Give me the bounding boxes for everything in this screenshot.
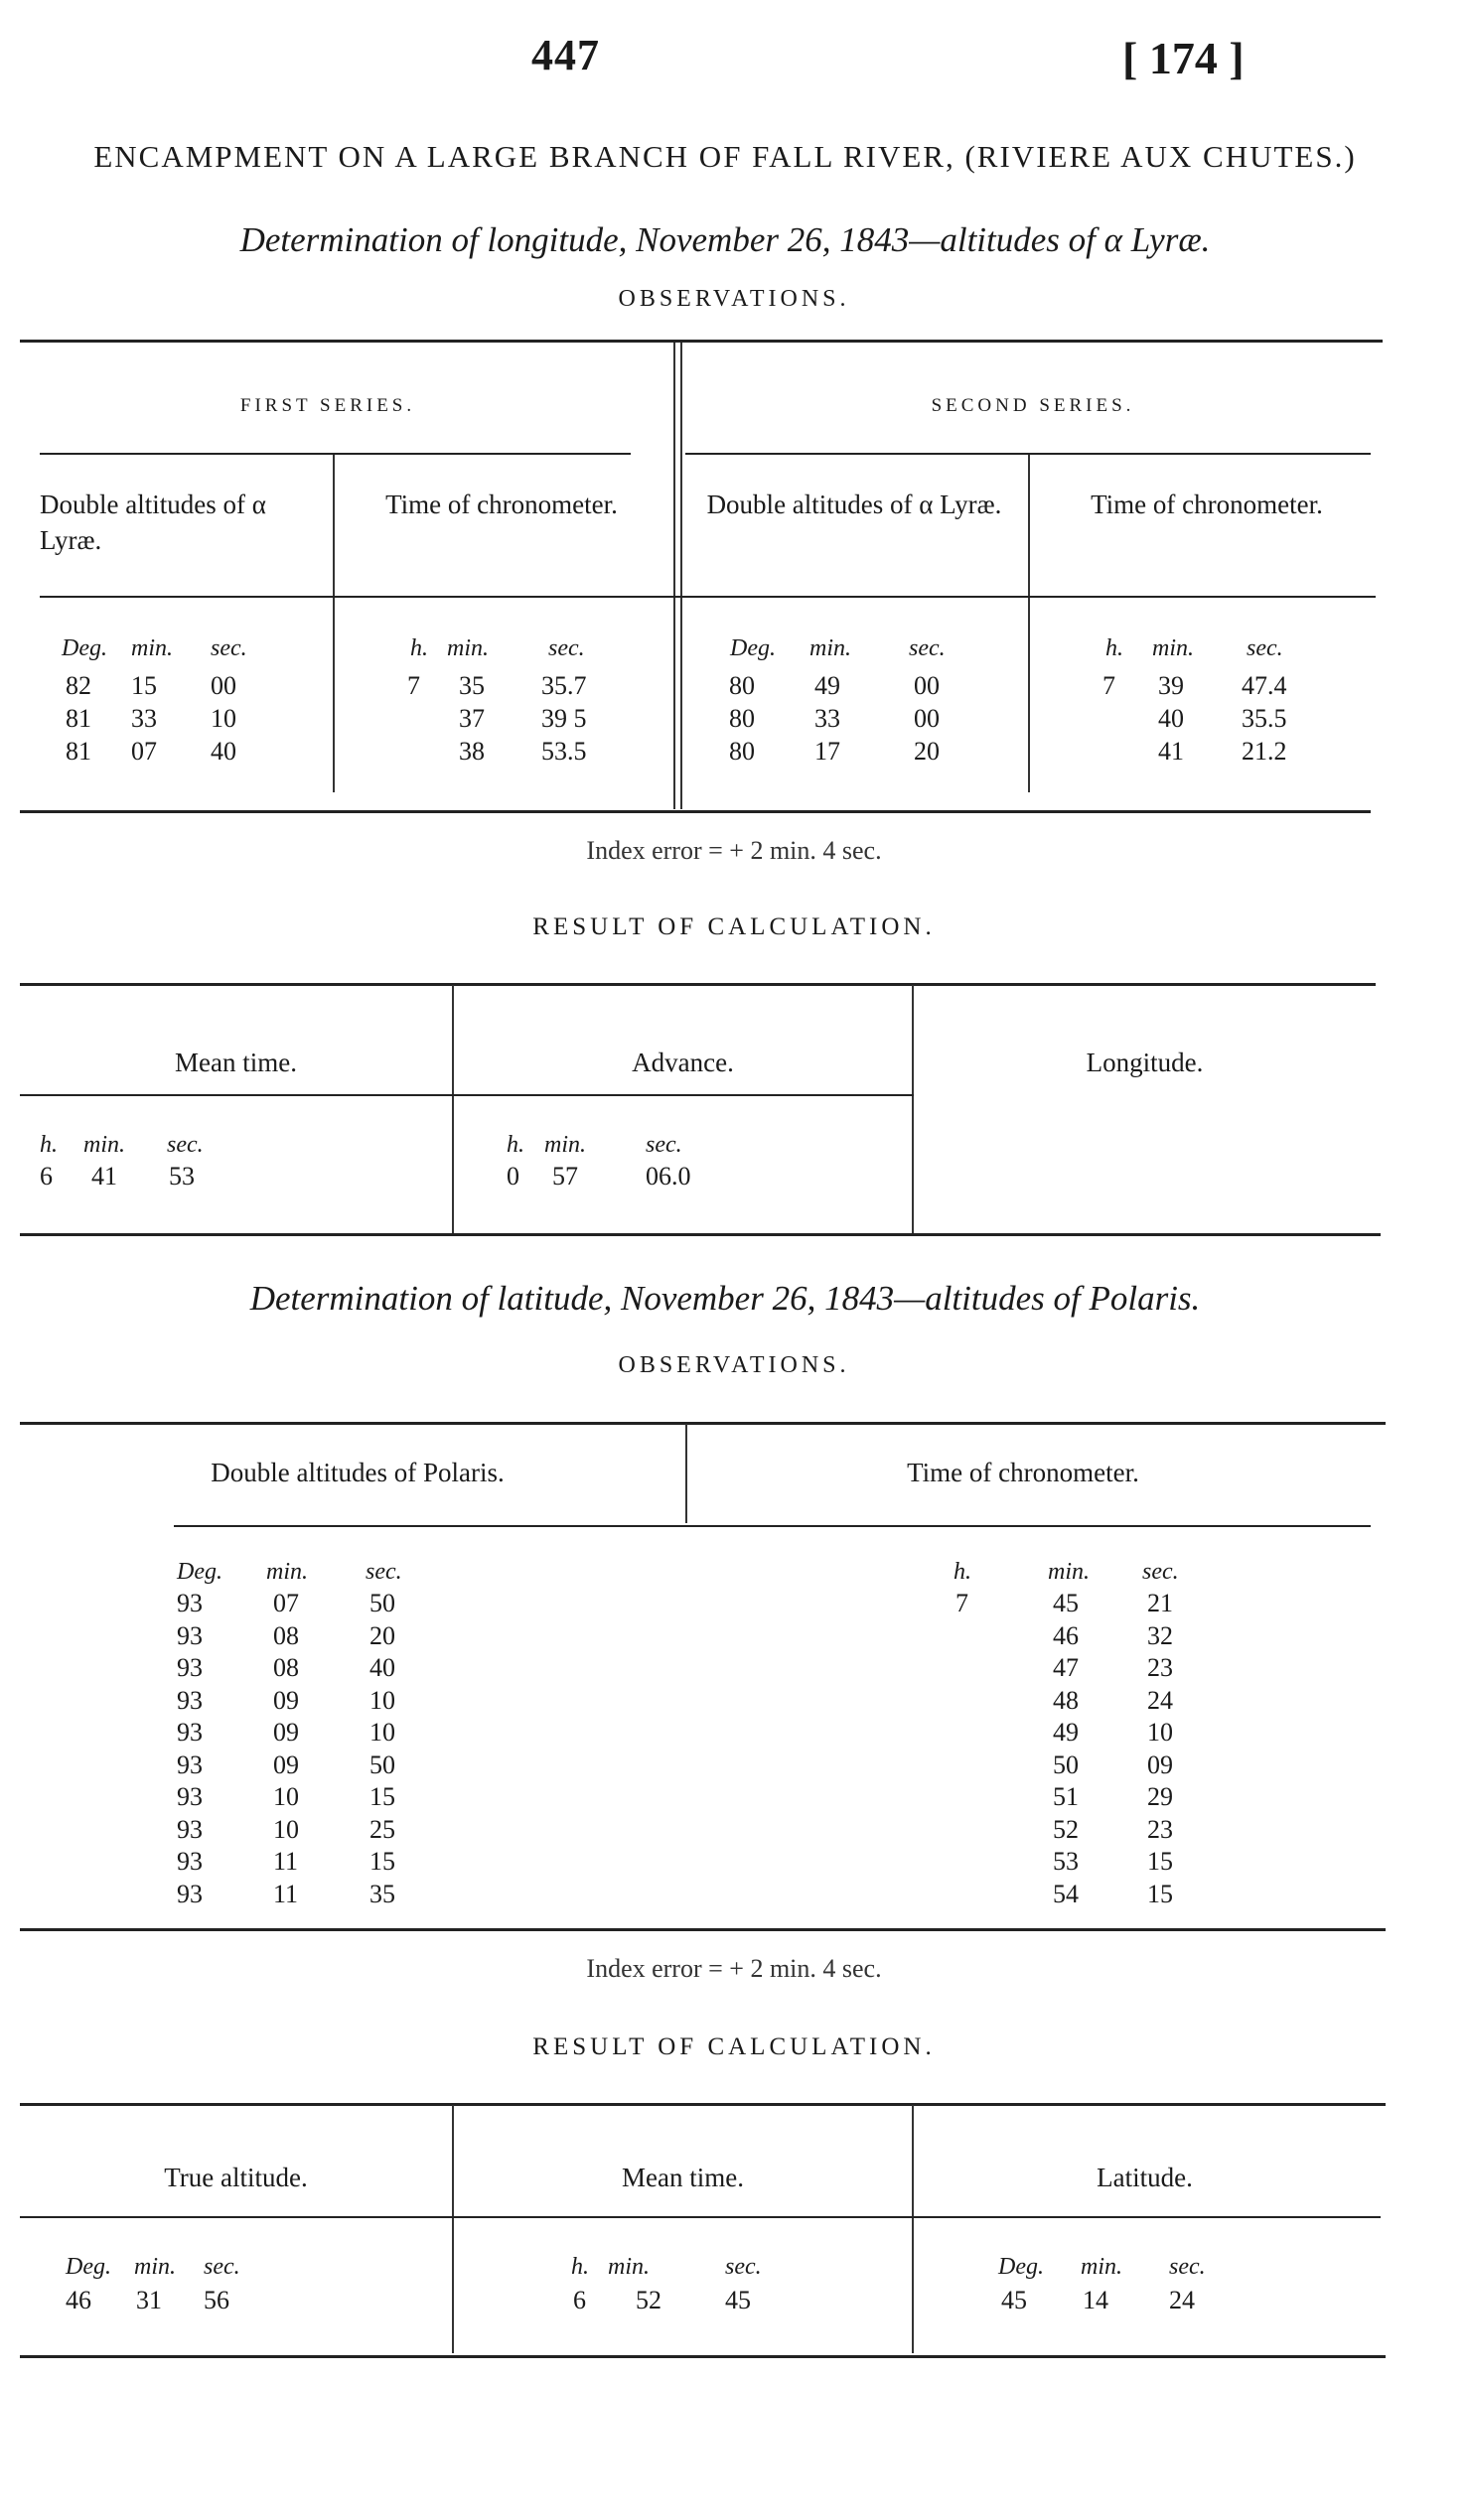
unit: sec. bbox=[366, 1559, 402, 1585]
mean-time-sec: 53 bbox=[169, 1162, 195, 1190]
unit: h. bbox=[954, 1559, 971, 1585]
rule bbox=[40, 453, 631, 455]
unit: Deg. bbox=[62, 635, 107, 661]
polaris-cell: 93 bbox=[177, 1589, 203, 1617]
rule bbox=[20, 1094, 914, 1096]
polaris-cell: 7 bbox=[955, 1589, 968, 1617]
second-series-label: SECOND SERIES. bbox=[931, 395, 1135, 416]
column-divider bbox=[1028, 455, 1030, 792]
true-altitude-sec: 56 bbox=[204, 2286, 229, 2314]
polaris-cell: 21 bbox=[1147, 1589, 1173, 1617]
page-number: 447 bbox=[531, 31, 600, 79]
cell: 37 bbox=[459, 704, 485, 733]
result-col-mean-time: Mean time. bbox=[175, 1048, 297, 1077]
polaris-cell: 15 bbox=[1147, 1847, 1173, 1876]
cell: 39 bbox=[1158, 671, 1184, 700]
page-header bbox=[0, 26, 1468, 95]
polaris-cell: 08 bbox=[273, 1620, 299, 1650]
unit: min. bbox=[447, 635, 489, 661]
unit: h. bbox=[1105, 635, 1123, 661]
col-header-polaris-time: Time of chronometer. bbox=[907, 1458, 1139, 1487]
bracket-page-number: [ 174 ] bbox=[1122, 33, 1245, 83]
unit: sec. bbox=[909, 635, 946, 661]
cell: 41 bbox=[1158, 737, 1184, 766]
unit: sec. bbox=[211, 635, 247, 661]
polaris-cell: 15 bbox=[369, 1782, 395, 1811]
polaris-cell: 10 bbox=[369, 1685, 395, 1715]
col-header-first-alt: Double altitudes of α Lyræ. bbox=[40, 490, 266, 555]
cell: 00 bbox=[914, 671, 940, 700]
unit: h. bbox=[410, 635, 428, 661]
polaris-cell: 40 bbox=[369, 1653, 395, 1682]
polaris-cell: 23 bbox=[1147, 1814, 1173, 1844]
latitude-min: 14 bbox=[1083, 2286, 1108, 2314]
polaris-cell: 20 bbox=[369, 1620, 395, 1650]
result-col-longitude: Longitude. bbox=[1086, 1048, 1204, 1077]
unit: sec. bbox=[725, 2254, 762, 2280]
polaris-cell: 47 bbox=[1053, 1653, 1079, 1682]
unit: sec. bbox=[167, 1132, 204, 1158]
polaris-cell: 46 bbox=[1053, 1620, 1079, 1650]
cell: 00 bbox=[211, 671, 236, 700]
cell: 20 bbox=[914, 737, 940, 766]
cell: 35.7 bbox=[541, 671, 587, 700]
polaris-cell: 35 bbox=[369, 1879, 395, 1908]
rule bbox=[20, 2216, 1381, 2218]
rule bbox=[174, 1525, 1371, 1527]
polaris-cell: 08 bbox=[273, 1653, 299, 1682]
result-col-advance: Advance. bbox=[632, 1048, 734, 1077]
unit: sec. bbox=[1142, 1559, 1179, 1585]
unit: min. bbox=[131, 635, 173, 661]
longitude-heading: Determination of longitude, November 26, 1843—altitudes of α Lyræ. bbox=[239, 220, 1211, 259]
cell: 17 bbox=[814, 737, 840, 766]
unit: h. bbox=[40, 1132, 58, 1158]
unit: sec. bbox=[1169, 2254, 1206, 2280]
cell: 38 bbox=[459, 737, 485, 766]
page-title: ENCAMPMENT ON A LARGE BRANCH OF FALL RIVER, (RIVIERE AUX CHUTES.) bbox=[93, 139, 1357, 174]
polaris-cell: 10 bbox=[273, 1782, 299, 1811]
series-divider-2 bbox=[680, 343, 682, 809]
rule bbox=[20, 1233, 1381, 1236]
true-altitude-deg: 46 bbox=[66, 2286, 91, 2314]
polaris-cell: 50 bbox=[369, 1589, 395, 1617]
polaris-cell: 09 bbox=[273, 1718, 299, 1747]
unit: min. bbox=[608, 2254, 650, 2280]
cell: 35.5 bbox=[1242, 704, 1287, 733]
polaris-cell: 10 bbox=[1147, 1718, 1173, 1747]
rule bbox=[20, 983, 1376, 986]
polaris-cell: 07 bbox=[273, 1589, 299, 1617]
polaris-cell: 48 bbox=[1053, 1685, 1079, 1715]
result-label-1: RESULT OF CALCULATION. bbox=[532, 913, 936, 940]
true-altitude-min: 31 bbox=[136, 2286, 162, 2314]
col-header-second-alt: Double altitudes of α Lyræ. bbox=[706, 490, 1002, 519]
polaris-cell: 15 bbox=[369, 1847, 395, 1876]
mean-time-h: 6 bbox=[573, 2286, 586, 2314]
index-error-2: Index error = + 2 min. 4 sec. bbox=[586, 1954, 882, 1983]
polaris-cell: 09 bbox=[1147, 1750, 1173, 1779]
cell: 49 bbox=[814, 671, 840, 700]
polaris-cell: 09 bbox=[273, 1685, 299, 1715]
polaris-cell: 50 bbox=[369, 1750, 395, 1779]
result-col-mean-time: Mean time. bbox=[622, 2163, 744, 2192]
advance-sec: 06.0 bbox=[646, 1162, 691, 1190]
polaris-cell: 09 bbox=[273, 1750, 299, 1779]
polaris-cell: 11 bbox=[273, 1847, 299, 1876]
cell: 53.5 bbox=[541, 737, 587, 766]
latitude-sec: 24 bbox=[1169, 2286, 1195, 2314]
polaris-cell: 10 bbox=[369, 1718, 395, 1747]
index-error-1: Index error = + 2 min. 4 sec. bbox=[586, 836, 882, 865]
result-label-2: RESULT OF CALCULATION. bbox=[532, 2033, 936, 2060]
polaris-cell: 49 bbox=[1053, 1718, 1079, 1747]
unit: Deg. bbox=[66, 2254, 111, 2280]
polaris-cell: 93 bbox=[177, 1879, 203, 1908]
column-divider bbox=[452, 2105, 454, 2353]
unit: min. bbox=[1081, 2254, 1122, 2280]
polaris-cell: 10 bbox=[273, 1814, 299, 1844]
cell: 35 bbox=[459, 671, 485, 700]
polaris-cell: 11 bbox=[273, 1879, 299, 1908]
mean-time-sec: 45 bbox=[725, 2286, 751, 2314]
unit: Deg. bbox=[730, 635, 776, 661]
cell: 39 5 bbox=[541, 704, 587, 733]
rule bbox=[20, 810, 1371, 813]
rule bbox=[20, 1928, 1386, 1931]
cell: 82 bbox=[66, 671, 91, 700]
unit: sec. bbox=[1247, 635, 1283, 661]
polaris-cell: 45 bbox=[1053, 1589, 1079, 1617]
rule bbox=[20, 2103, 1386, 2106]
first-series-label: FIRST SERIES. bbox=[239, 395, 416, 416]
unit: min. bbox=[1048, 1559, 1090, 1585]
unit: h. bbox=[507, 1132, 524, 1158]
cell: 07 bbox=[131, 737, 157, 766]
advance-h: 0 bbox=[507, 1162, 519, 1190]
cell: 15 bbox=[131, 671, 157, 700]
col-header-first-time: Time of chronometer. bbox=[385, 490, 618, 519]
column-divider bbox=[333, 455, 335, 792]
column-divider bbox=[912, 2105, 914, 2353]
polaris-cell: 93 bbox=[177, 1847, 203, 1876]
column-divider bbox=[452, 985, 454, 1233]
rule bbox=[20, 1422, 1386, 1425]
unit: min. bbox=[1152, 635, 1194, 661]
rule bbox=[20, 2355, 1386, 2358]
polaris-cell: 93 bbox=[177, 1620, 203, 1650]
observations-label-2: OBSERVATIONS. bbox=[618, 1352, 850, 1378]
unit: sec. bbox=[204, 2254, 240, 2280]
polaris-cell: 54 bbox=[1053, 1879, 1079, 1908]
unit: min. bbox=[809, 635, 851, 661]
unit: h. bbox=[571, 2254, 589, 2280]
series-divider bbox=[673, 343, 675, 809]
col-header-polaris-alt: Double altitudes of Polaris. bbox=[211, 1458, 505, 1487]
cell: 7 bbox=[1102, 671, 1115, 700]
unit: min. bbox=[266, 1559, 308, 1585]
rule bbox=[20, 340, 1383, 343]
polaris-cell: 24 bbox=[1147, 1685, 1173, 1715]
polaris-cell: 32 bbox=[1147, 1620, 1173, 1650]
polaris-cell: 25 bbox=[369, 1814, 395, 1844]
mean-time-min: 41 bbox=[91, 1162, 117, 1190]
advance-min: 57 bbox=[552, 1162, 578, 1190]
cell: 80 bbox=[729, 704, 755, 733]
polaris-cell: 53 bbox=[1053, 1847, 1079, 1876]
rule bbox=[40, 596, 1376, 598]
unit: min. bbox=[544, 1132, 586, 1158]
polaris-cell: 15 bbox=[1147, 1879, 1173, 1908]
cell: 10 bbox=[211, 704, 236, 733]
observations-label-1: OBSERVATIONS. bbox=[618, 286, 850, 312]
latitude-deg: 45 bbox=[1001, 2286, 1027, 2314]
unit: sec. bbox=[548, 635, 585, 661]
cell: 21.2 bbox=[1242, 737, 1287, 766]
polaris-cell: 93 bbox=[177, 1750, 203, 1779]
unit: min. bbox=[83, 1132, 125, 1158]
column-divider bbox=[912, 985, 914, 1233]
polaris-cell: 51 bbox=[1053, 1782, 1079, 1811]
unit: Deg. bbox=[177, 1559, 222, 1585]
polaris-cell: 52 bbox=[1053, 1814, 1079, 1844]
polaris-cell: 93 bbox=[177, 1814, 203, 1844]
polaris-cell: 50 bbox=[1053, 1750, 1079, 1779]
cell: 7 bbox=[407, 671, 420, 700]
col-header-second-time: Time of chronometer. bbox=[1091, 490, 1323, 519]
cell: 80 bbox=[729, 671, 755, 700]
polaris-cell: 29 bbox=[1147, 1782, 1173, 1811]
cell: 33 bbox=[131, 704, 157, 733]
polaris-cell: 93 bbox=[177, 1782, 203, 1811]
result-col-true-altitude: True altitude. bbox=[164, 2163, 308, 2192]
mean-time-h: 6 bbox=[40, 1162, 53, 1190]
polaris-cell: 93 bbox=[177, 1653, 203, 1682]
polaris-cell: 93 bbox=[177, 1685, 203, 1715]
cell: 40 bbox=[1158, 704, 1184, 733]
cell: 00 bbox=[914, 704, 940, 733]
polaris-cell: 23 bbox=[1147, 1653, 1173, 1682]
cell: 81 bbox=[66, 704, 91, 733]
result-col-latitude: Latitude. bbox=[1097, 2163, 1193, 2192]
mean-time-min: 52 bbox=[636, 2286, 661, 2314]
column-divider bbox=[685, 1424, 687, 1523]
cell: 81 bbox=[66, 737, 91, 766]
polaris-cell: 93 bbox=[177, 1718, 203, 1747]
cell: 80 bbox=[729, 737, 755, 766]
unit: min. bbox=[134, 2254, 176, 2280]
cell: 33 bbox=[814, 704, 840, 733]
unit: Deg. bbox=[998, 2254, 1044, 2280]
cell: 40 bbox=[211, 737, 236, 766]
unit: sec. bbox=[646, 1132, 682, 1158]
cell: 47.4 bbox=[1242, 671, 1287, 700]
latitude-heading: Determination of latitude, November 26, 1843—altitudes of Polaris. bbox=[249, 1279, 1201, 1318]
